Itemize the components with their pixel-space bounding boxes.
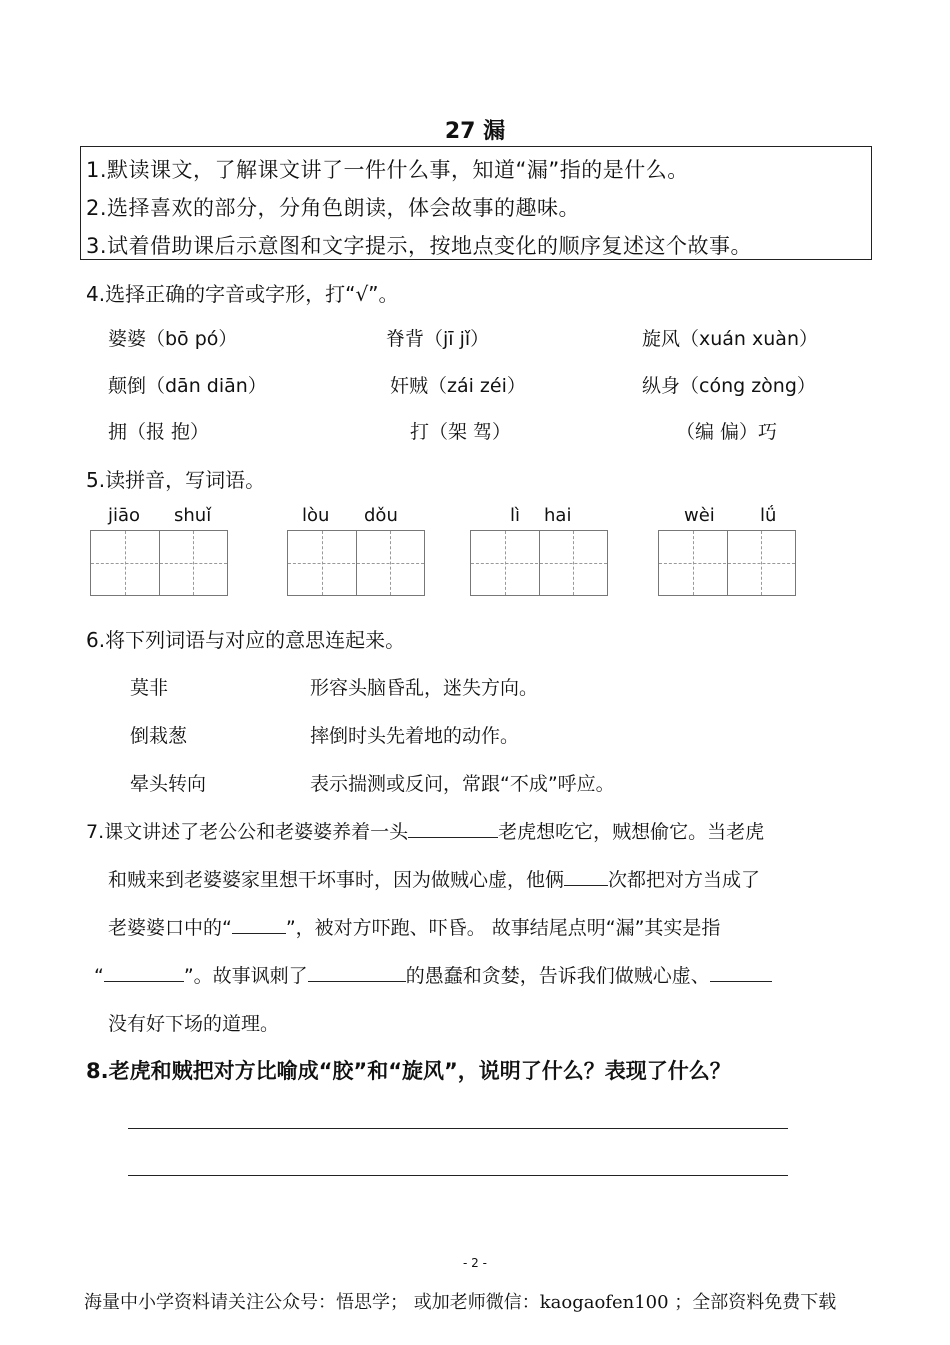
pinyin-label: dǒu <box>364 505 398 526</box>
q6-word[interactable]: 倒栽葱 <box>130 725 188 747</box>
pinyin-label: lǘ <box>760 505 777 526</box>
q7-blank-5[interactable] <box>308 963 406 982</box>
answer-line[interactable] <box>128 1175 788 1176</box>
q4-item: 打（架 驾） <box>410 421 512 443</box>
q6-meaning[interactable]: 摔倒时头先着地的动作。 <box>310 725 520 747</box>
pinyin-label: lì <box>510 505 521 526</box>
q7-line-3 <box>108 913 720 940</box>
q5-prompt: 5.读拼音，写词语。 <box>86 468 266 492</box>
q4-item: 脊背（jī jǐ） <box>386 328 490 350</box>
q7-text: 老婆婆口中的“ <box>108 917 232 939</box>
q6-prompt: 6.将下列词语与对应的意思连起来。 <box>86 628 406 652</box>
q7-line-4 <box>94 961 772 988</box>
q7-blank-6[interactable] <box>710 963 772 982</box>
q7-line-1 <box>86 817 764 844</box>
q7-text: 的愚蠢和贪婪，告诉我们做贼心虚、 <box>405 965 710 987</box>
q4-item: 奸贼（zái zéi） <box>390 375 526 397</box>
q7-blank-1[interactable] <box>408 819 498 838</box>
q8-prompt: 8.老虎和贼把对方比喻成“胶”和“旋风”，说明了什么？表现了什么？ <box>86 1059 731 1083</box>
q6-meaning[interactable]: 表示揣测或反问，常跟“不成”呼应。 <box>310 773 615 795</box>
q7-blank-4[interactable] <box>104 963 184 982</box>
q6-meaning[interactable]: 形容头脑昏乱，迷失方向。 <box>310 677 539 699</box>
footer-note: 海量中小学资料请关注公众号：悟思学； 或加老师微信：kaogaofen100 ；全部资料免费下载 <box>84 1292 837 1313</box>
q7-line-5: 没有好下场的道理。 <box>108 1013 280 1035</box>
pinyin-label: hai <box>544 505 572 526</box>
q4-item: 旋风（xuán xuàn） <box>642 328 818 350</box>
pinyin-label: wèi <box>684 505 715 526</box>
q7-text: ”。故事讽刺了 <box>183 965 308 987</box>
q7-blank-3[interactable] <box>232 915 286 934</box>
objective-1: 1.默读课文，了解课文讲了一件什么事，知道“漏”指的是什么。 <box>86 158 689 182</box>
q4-item: （编 偏）巧 <box>676 421 778 443</box>
q4-item: 婆婆（bō pó） <box>108 328 238 350</box>
objective-2: 2.选择喜欢的部分，分角色朗读，体会故事的趣味。 <box>86 196 581 220</box>
pinyin-label: shuǐ <box>174 505 212 526</box>
writing-grid[interactable] <box>287 530 425 596</box>
q7-line-2 <box>108 865 760 892</box>
objective-3: 3.试着借助课后示意图和文字提示，按地点变化的顺序复述这个故事。 <box>86 234 753 258</box>
writing-grid[interactable] <box>470 530 608 596</box>
writing-grid[interactable] <box>90 530 228 596</box>
q7-text: ”，被对方吓跑、吓昏。 故事结尾点明“漏”其实是指 <box>285 917 721 939</box>
q7-text: 老虎想吃它，贼想偷它。当老虎 <box>498 821 765 843</box>
q6-word[interactable]: 晕头转向 <box>130 773 207 795</box>
page-number: - 2 - <box>463 1256 487 1270</box>
q4-prompt: 4.选择正确的字音或字形，打“√”。 <box>86 282 399 306</box>
q7-text: 7.课文讲述了老公公和老婆婆养着一头 <box>86 821 409 843</box>
pinyin-label: lòu <box>302 505 330 526</box>
answer-line[interactable] <box>128 1128 788 1129</box>
q7-blank-2[interactable] <box>564 867 608 886</box>
writing-grid[interactable] <box>658 530 796 596</box>
q4-item: 颠倒（dān diān） <box>108 375 267 397</box>
page-title: 27 漏 <box>444 119 506 144</box>
pinyin-label: jiāo <box>108 505 141 526</box>
q7-text: 和贼来到老婆婆家里想干坏事时，因为做贼心虚，他俩 <box>108 869 565 891</box>
q7-text: “ <box>94 965 104 987</box>
q7-text: 次都把对方当成了 <box>608 869 761 891</box>
q6-word[interactable]: 莫非 <box>130 677 169 699</box>
q4-item: 纵身（cóng zòng） <box>642 375 816 397</box>
q4-item: 拥（报 抱） <box>108 421 210 443</box>
